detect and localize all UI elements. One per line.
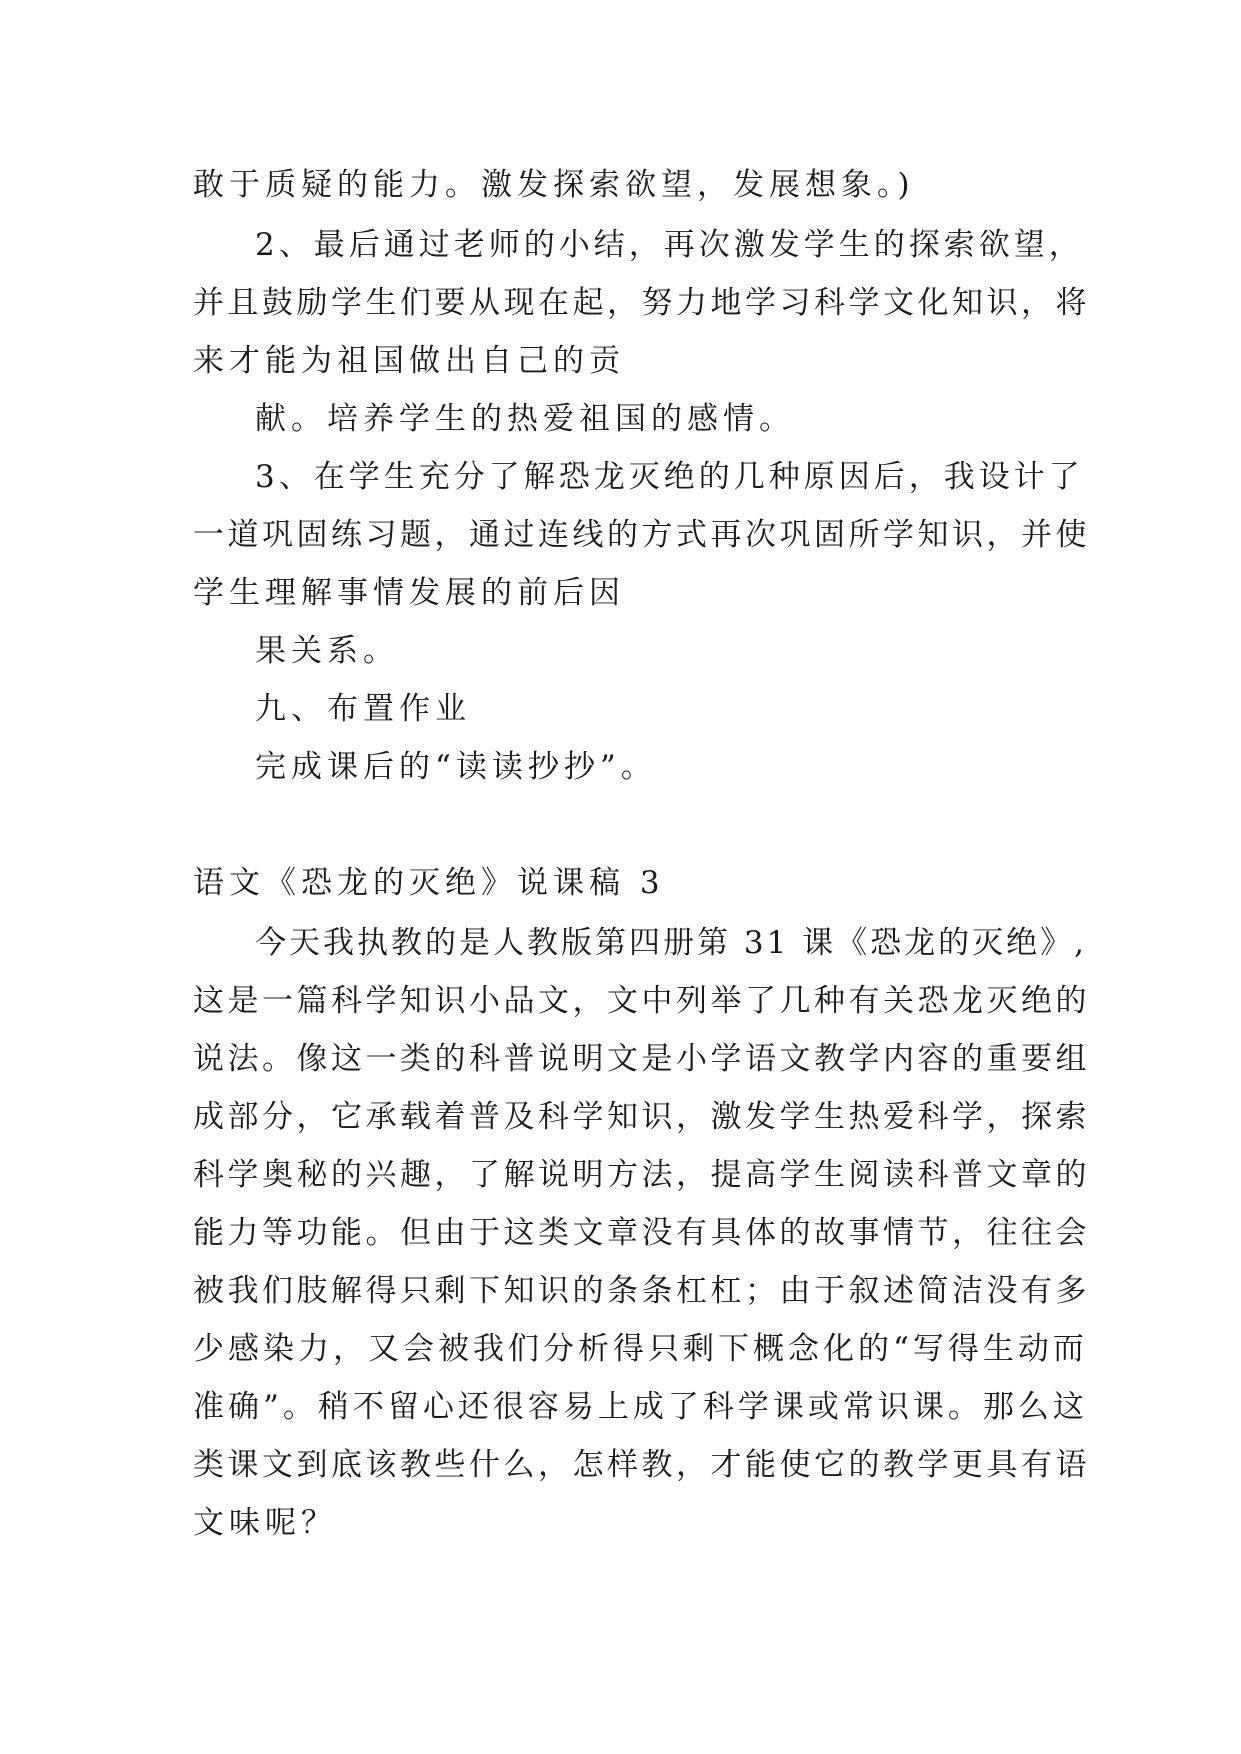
paragraph-line: 这是一篇科学知识小品文，文中列举了几种有关恐龙灭绝的 <box>193 983 1090 1019</box>
paragraph-line: 文味呢？ <box>193 1505 337 1541</box>
paragraph-line: 类课文到底该教些什么，怎样教，才能使它的教学更具有语 <box>193 1447 1090 1483</box>
paragraph-line: 献。培养学生的热爱祖国的感情。 <box>255 401 795 437</box>
paragraph-line: 完成课后的“读读抄抄”。 <box>255 749 657 785</box>
paragraph-line: 果关系。 <box>255 633 399 669</box>
paragraph-line: 被我们肢解得只剩下知识的条条杠杠；由于叙述简洁没有多 <box>193 1273 1090 1309</box>
paragraph-line: 敢于质疑的能力。激发探索欲望，发展想象。) <box>193 167 915 203</box>
paragraph-line: 来才能为祖国做出自己的贡 <box>193 343 625 379</box>
paragraph-line: 并且鼓励学生们要从现在起，努力地学习科学文化知识，将 <box>193 285 1090 321</box>
paragraph-line: 2、最后通过老师的小结，再次激发学生的探索欲望， <box>255 227 1084 263</box>
paragraph-line: 学生理解事情发展的前后因 <box>193 575 625 611</box>
paragraph-line: 说法。像这一类的科普说明文是小学语文教学内容的重要组 <box>193 1041 1090 1077</box>
section-heading: 九、布置作业 <box>255 691 471 727</box>
paragraph-line: 3、在学生充分了解恐龙灭绝的几种原因后，我设计了 <box>255 459 1084 495</box>
paragraph-line: 一道巩固练习题，通过连线的方式再次巩固所学知识，并使 <box>193 517 1090 553</box>
paragraph-line: 成部分，它承载着普及科学知识，激发学生热爱科学，探索 <box>193 1099 1090 1135</box>
paragraph-line: 科学奥秘的兴趣，了解说明方法，提高学生阅读科普文章的 <box>193 1157 1090 1193</box>
paragraph-line: 少感染力，又会被我们分析得只剩下概念化的“写得生动而 <box>193 1331 1088 1367</box>
paragraph-line: 今天我执教的是人教版第四册第 31 课《恐龙的灭绝》, <box>255 925 1088 961</box>
paragraph-line: 能力等功能。但由于这类文章没有具体的故事情节，往往会 <box>193 1215 1090 1251</box>
article-title: 语文《恐龙的灭绝》说课稿 3 <box>193 865 665 901</box>
paragraph-line: 准确”。稍不留心还很容易上成了科学课或常识课。那么这 <box>193 1389 1088 1425</box>
